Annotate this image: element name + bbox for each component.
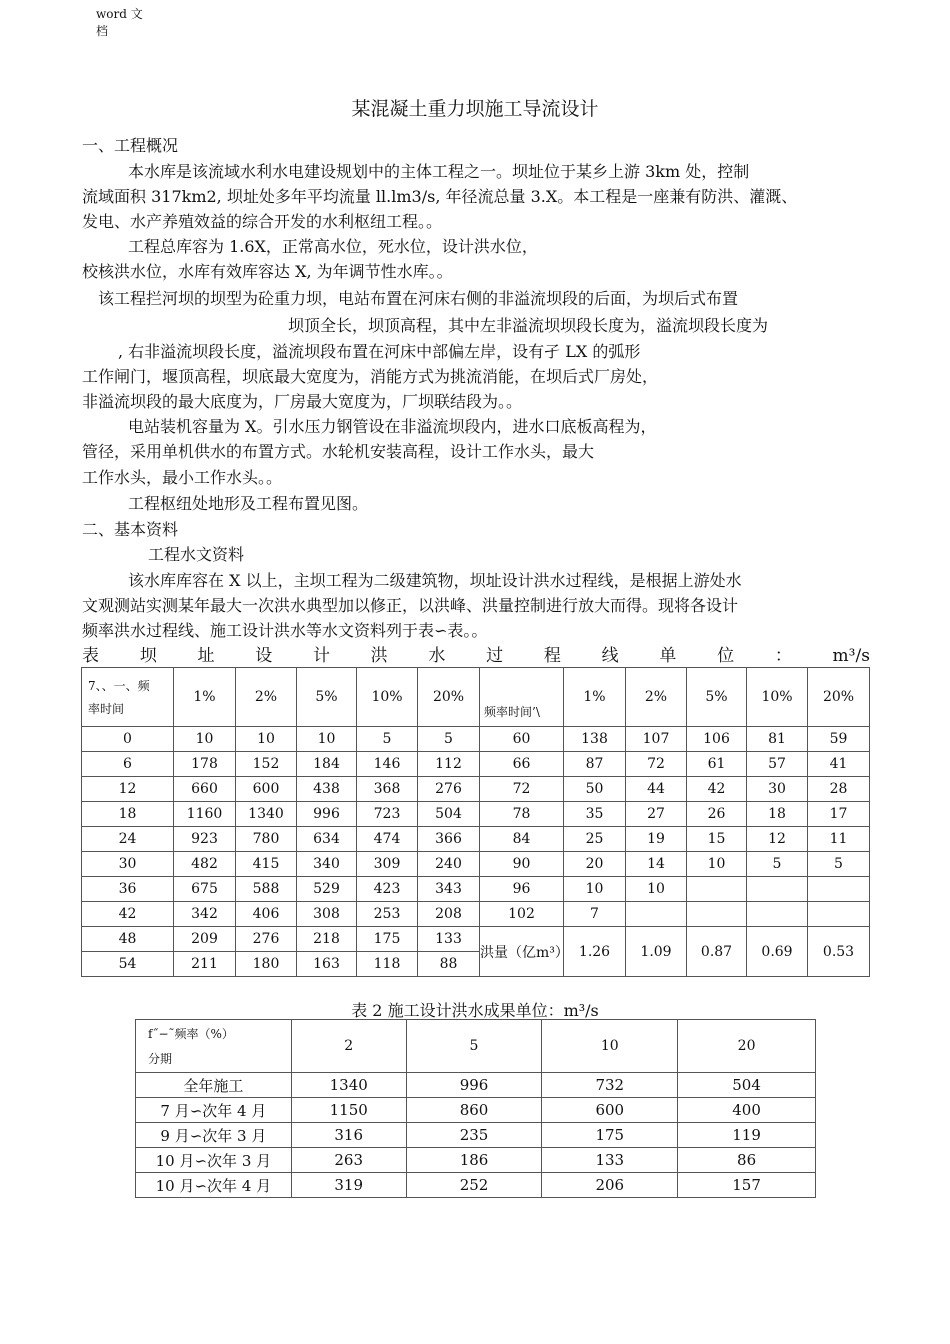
table-cell: 400 [678, 1098, 816, 1123]
table1-caption [82, 646, 870, 666]
caption-char: 设 [255, 646, 273, 666]
table-cell: 17 [808, 802, 870, 827]
table-cell: 35 [564, 802, 626, 827]
table-cell [808, 877, 870, 902]
table-cell: 406 [236, 902, 297, 927]
table-cell: 996 [406, 1073, 542, 1098]
header-left-cell [136, 1020, 292, 1073]
table-cell: 81 [747, 727, 808, 752]
paragraph-line: 文观测站实测某年最大一次洪水典型加以修正，以洪峰、洪量控制进行放大而得。现将各设计 [82, 596, 739, 615]
table-cell: 112 [418, 752, 480, 777]
table-row [136, 1148, 816, 1173]
table-cell: 20 [564, 852, 626, 877]
table-cell: 184 [297, 752, 357, 777]
table-cell: 252 [406, 1173, 542, 1198]
table-row [82, 902, 870, 927]
table-cell: 276 [236, 927, 297, 952]
caption-unit: m³/s [832, 646, 870, 666]
freq-header: 20% [808, 668, 870, 727]
header-left-line2: 分期 [148, 1052, 173, 1066]
table-cell: 504 [678, 1073, 816, 1098]
freq-header: 5% [297, 668, 357, 727]
table-cell: 12 [747, 827, 808, 852]
freq-header: 2 [291, 1020, 406, 1073]
paragraph-line: 工作水头，最小工作水头。。 [82, 468, 283, 487]
table-cell: 138 [564, 727, 626, 752]
table-row [82, 802, 870, 827]
table-cell: 366 [418, 827, 480, 852]
table-cell: 118 [357, 952, 418, 977]
table-cell: 18 [82, 802, 174, 827]
table-cell: 9 月∽次年 3 月 [136, 1123, 292, 1148]
table-cell: 600 [542, 1098, 678, 1123]
table-header-row [82, 668, 870, 727]
table-cell: 208 [418, 902, 480, 927]
table-cell: 5 [357, 727, 418, 752]
table-cell: 15 [687, 827, 747, 852]
table-cell: 59 [808, 727, 870, 752]
table-cell: 5 [747, 852, 808, 877]
table-cell [747, 877, 808, 902]
table-cell: 30 [747, 777, 808, 802]
paragraph-line: 频率洪水过程线、施工设计洪水等水文资料列于表∽表。。 [82, 621, 488, 640]
table-cell: 235 [406, 1123, 542, 1148]
table-cell: 全年施工 [136, 1073, 292, 1098]
table-cell: 152 [236, 752, 297, 777]
paragraph-line: 本水库是该流域水利水电建设规划中的主体工程之一。坝址位于某乡上游 3km 处，控制 [128, 162, 750, 181]
table-cell: 634 [297, 827, 357, 852]
table-cell: 415 [236, 852, 297, 877]
table-cell: 66 [480, 752, 564, 777]
flood-volume-value: 0.69 [747, 927, 808, 977]
table-row [136, 1073, 816, 1098]
section2-subheading: 工程水文资料 [148, 545, 245, 564]
table-cell: 84 [480, 827, 564, 852]
table-cell: 342 [174, 902, 236, 927]
table-row [82, 752, 870, 777]
flood-volume-label: 洪量（亿m³） [480, 927, 564, 977]
table-cell: 36 [82, 877, 174, 902]
table-cell: 157 [678, 1173, 816, 1198]
table-cell: 482 [174, 852, 236, 877]
flood-volume-value: 1.26 [564, 927, 626, 977]
paragraph-line: 坝顶全长，坝顶高程，其中左非溢流坝坝段长度为，溢流坝段长度为 [288, 316, 769, 335]
table-header-row [136, 1020, 816, 1073]
paragraph-line: 管径，采用单机供水的布置方式。水轮机安装高程，设计工作水头，最大 [82, 442, 595, 461]
table-cell: 316 [291, 1123, 406, 1148]
table-row [82, 727, 870, 752]
table-cell: 660 [174, 777, 236, 802]
table-cell: 54 [82, 952, 174, 977]
table-cell: 41 [808, 752, 870, 777]
table-cell: 25 [564, 827, 626, 852]
table-row [82, 877, 870, 902]
paragraph-line: 流域面积 317km2, 坝址处多年平均流量 ll.lm3/s, 年径流总量 3.X。本工程是一座兼有防洪、灌溉、 [82, 187, 798, 206]
table-cell: 218 [297, 927, 357, 952]
table-cell: 78 [480, 802, 564, 827]
table-cell: 10 [564, 877, 626, 902]
table-cell: 107 [626, 727, 687, 752]
table-cell: 923 [174, 827, 236, 852]
table-cell: 19 [626, 827, 687, 852]
header-note-line1: word 文 [96, 7, 143, 21]
table-cell: 7 月∽次年 4 月 [136, 1098, 292, 1123]
table-cell: 12 [82, 777, 174, 802]
table-cell: 1160 [174, 802, 236, 827]
table-row [82, 927, 870, 952]
header-left-line1: 7、、一、频 [88, 679, 150, 693]
paragraph-line: 该水库库容在 X 以上，主坝工程为二级建筑物，坝址设计洪水过程线，是根据上游处水 [128, 571, 742, 590]
table-cell: 308 [297, 902, 357, 927]
table-cell: 780 [236, 827, 297, 852]
table-cell: 18 [747, 802, 808, 827]
table2-caption: 表 2 施工设计洪水成果单位：m³/s [351, 1001, 599, 1020]
freq-header: 10 [542, 1020, 678, 1073]
table-cell: 163 [297, 952, 357, 977]
table-cell: 529 [297, 877, 357, 902]
table-cell [747, 902, 808, 927]
table-cell: 48 [82, 927, 174, 952]
freq-header: 5 [406, 1020, 542, 1073]
paragraph-line: 校核洪水位，水库有效库容达 X, 为年调节性水库。。 [82, 262, 453, 281]
caption-char: 过 [486, 646, 504, 666]
table-cell: 14 [626, 852, 687, 877]
freq-header: 1% [564, 668, 626, 727]
table-cell: 60 [480, 727, 564, 752]
flood-volume-value: 1.09 [626, 927, 687, 977]
table-cell: 206 [542, 1173, 678, 1198]
flood-volume-value: 0.87 [687, 927, 747, 977]
paragraph-line: 电站装机容量为 X。引水压力钢管设在非溢流坝段内，进水口底板高程为， [128, 417, 657, 436]
table-cell: 860 [406, 1098, 542, 1123]
caption-char: 洪 [370, 646, 388, 666]
table-cell [687, 877, 747, 902]
table-row [82, 777, 870, 802]
freq-header: 10% [747, 668, 808, 727]
table-row [136, 1173, 816, 1198]
table-cell [808, 902, 870, 927]
flood-volume-value: 0.53 [808, 927, 870, 977]
table-cell: 90 [480, 852, 564, 877]
caption-char: 表 [82, 646, 99, 666]
table-cell: 368 [357, 777, 418, 802]
freq-header: 20% [418, 668, 480, 727]
table-cell: 30 [82, 852, 174, 877]
table-row [136, 1098, 816, 1123]
caption-char: 程 [543, 646, 561, 666]
table-cell: 119 [678, 1123, 816, 1148]
paragraph-line: 工作闸门，堰顶高程，坝底最大宽度为，消能方式为挑流消能，在坝后式厂房处， [82, 367, 659, 386]
table-cell: 42 [82, 902, 174, 927]
paragraph-line: 工程总库容为 1.6X，正常高水位，死水位，设计洪水位， [128, 237, 538, 256]
table-cell: 263 [291, 1148, 406, 1173]
table-cell: 1340 [236, 802, 297, 827]
paragraph-line: 发电、水产养殖效益的综合开发的水利枢纽工程。。 [82, 212, 443, 231]
table-cell: 102 [480, 902, 564, 927]
freq-header: 2% [236, 668, 297, 727]
table-cell: 1340 [291, 1073, 406, 1098]
table-cell: 27 [626, 802, 687, 827]
header-note-line2: 档 [96, 24, 109, 38]
caption-char: ： [774, 646, 792, 666]
freq-header: 2% [626, 668, 687, 727]
table-cell: 26 [687, 802, 747, 827]
table-cell: 178 [174, 752, 236, 777]
table-cell [687, 902, 747, 927]
table-cell: 50 [564, 777, 626, 802]
table-cell: 1150 [291, 1098, 406, 1123]
table-cell: 133 [542, 1148, 678, 1173]
section2-heading: 二、基本资料 [82, 520, 179, 539]
document-title: 某混凝土重力坝施工导流设计 [351, 98, 599, 120]
table-cell: 240 [418, 852, 480, 877]
paragraph-line: 非溢流坝段的最大底度为，厂房最大宽度为，厂坝联结段为。。 [82, 392, 523, 411]
table-cell: 0 [82, 727, 174, 752]
table-cell: 343 [418, 877, 480, 902]
caption-char: 计 [312, 646, 330, 666]
table-cell: 72 [480, 777, 564, 802]
header-left-line1: f˝−˜频率（%） [148, 1027, 234, 1041]
table-cell: 276 [418, 777, 480, 802]
table-cell: 209 [174, 927, 236, 952]
table-cell: 253 [357, 902, 418, 927]
table-cell: 10 [174, 727, 236, 752]
table-cell: 996 [297, 802, 357, 827]
table-cell: 319 [291, 1173, 406, 1198]
freq-header: 1% [174, 668, 236, 727]
table-cell: 11 [808, 827, 870, 852]
table-cell: 28 [808, 777, 870, 802]
caption-char: 水 [428, 646, 446, 666]
header-left-cell [82, 668, 174, 727]
paragraph-line: 该工程拦河坝的坝型为砼重力坝，电站布置在河床右侧的非溢流坝段的后面，为坝后式布置 [98, 289, 739, 308]
table-cell: 474 [357, 827, 418, 852]
table-cell: 723 [357, 802, 418, 827]
table-cell: 588 [236, 877, 297, 902]
table-cell: 10 [687, 852, 747, 877]
section1-heading: 一、工程概况 [82, 136, 179, 155]
header-left-line2: 率时间 [88, 702, 125, 716]
table-cell: 96 [480, 877, 564, 902]
table-cell: 87 [564, 752, 626, 777]
table-cell: 175 [542, 1123, 678, 1148]
table-cell: 340 [297, 852, 357, 877]
flood-hydrograph-table [81, 667, 870, 977]
table-cell [626, 902, 687, 927]
construction-flood-table [135, 1019, 816, 1198]
caption-char: 址 [197, 646, 215, 666]
table-cell: 146 [357, 752, 418, 777]
freq-header: 20 [678, 1020, 816, 1073]
table-cell: 44 [626, 777, 687, 802]
table-cell: 7 [564, 902, 626, 927]
table-cell: 675 [174, 877, 236, 902]
paragraph-line: , 右非溢流坝段长度，溢流坝段布置在河床中部偏左岸，设有孑 LX 的弧形 [118, 342, 641, 361]
table-cell: 211 [174, 952, 236, 977]
table-cell: 61 [687, 752, 747, 777]
table-cell: 5 [418, 727, 480, 752]
caption-char: 单 [659, 646, 677, 666]
caption-char: 坝 [139, 646, 157, 666]
caption-char: 线 [601, 646, 619, 666]
table-cell: 88 [418, 952, 480, 977]
header-right-cell: 频率时间’\ [480, 668, 564, 727]
table-cell: 10 [236, 727, 297, 752]
caption-char: 位 [717, 646, 735, 666]
table-cell: 438 [297, 777, 357, 802]
table-cell: 600 [236, 777, 297, 802]
table-cell: 180 [236, 952, 297, 977]
table-cell: 504 [418, 802, 480, 827]
table-cell: 732 [542, 1073, 678, 1098]
paragraph-line: 工程枢纽处地形及工程布置见图。 [128, 494, 369, 513]
table-cell: 57 [747, 752, 808, 777]
table-row [136, 1123, 816, 1148]
header-note [96, 6, 156, 40]
table-row [82, 852, 870, 877]
table-cell: 42 [687, 777, 747, 802]
freq-header: 10% [357, 668, 418, 727]
table-cell: 86 [678, 1148, 816, 1173]
table-cell: 10 月∽次年 3 月 [136, 1148, 292, 1173]
freq-header: 5% [687, 668, 747, 727]
table-cell: 186 [406, 1148, 542, 1173]
table-cell: 6 [82, 752, 174, 777]
table-cell: 423 [357, 877, 418, 902]
table-cell: 133 [418, 927, 480, 952]
table-cell: 10 [626, 877, 687, 902]
table-cell: 175 [357, 927, 418, 952]
table-cell: 309 [357, 852, 418, 877]
table-cell: 106 [687, 727, 747, 752]
table-row [82, 827, 870, 852]
table-cell: 24 [82, 827, 174, 852]
table-cell: 5 [808, 852, 870, 877]
table-cell: 72 [626, 752, 687, 777]
table-cell: 10 月∽次年 4 月 [136, 1173, 292, 1198]
table-cell: 10 [297, 727, 357, 752]
